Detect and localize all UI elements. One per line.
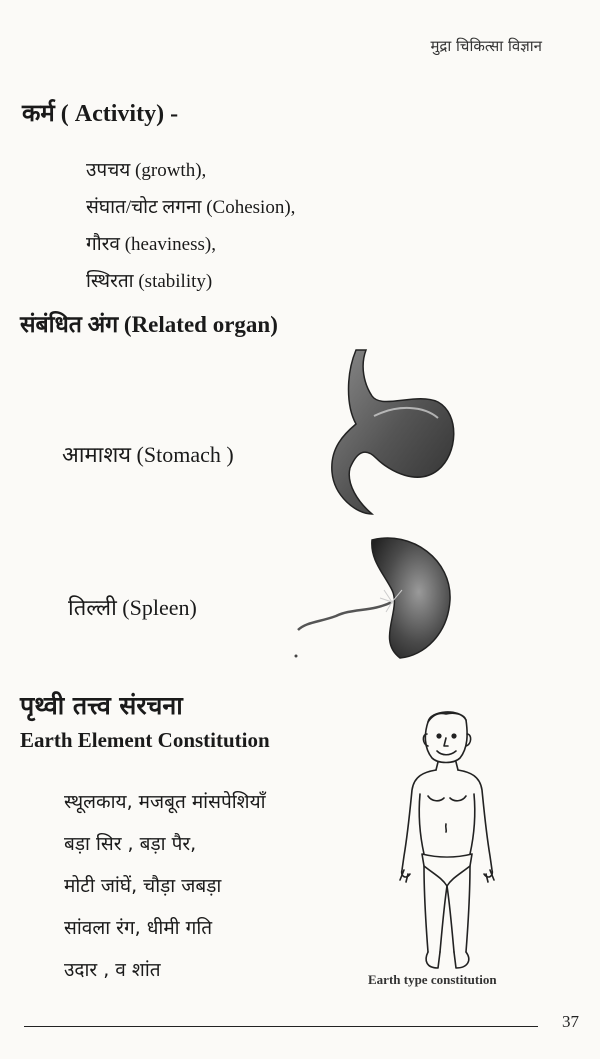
spleen-label: तिल्ली (Spleen): [68, 595, 197, 620]
list-item: गौरव (heaviness),: [86, 234, 216, 255]
earth-body-illustration: [394, 706, 498, 974]
list-item: उपचय (growth),: [86, 160, 207, 181]
list-item: स्थूलकाय, मजबूत मांसपेशियाँ: [64, 791, 266, 813]
footer-divider: [24, 1026, 538, 1027]
stomach-label: आमाशय (Stomach ): [62, 442, 234, 467]
earth-traits-list: [64, 788, 266, 998]
figure-caption: Earth type constitution: [368, 972, 497, 987]
page-number: 37: [562, 1012, 579, 1031]
spleen-illustration: [292, 530, 458, 664]
earth-constitution-heading-hindi: पृथ्वी तत्त्व संरचना: [20, 691, 183, 720]
stomach-illustration: [326, 344, 460, 524]
activity-list: [86, 158, 295, 306]
list-item: मोटी जांघें, चौड़ा जबड़ा: [64, 875, 222, 897]
list-item: सांवला रंग, धीमी गति: [64, 917, 213, 939]
list-item: उदार , व शांत: [64, 959, 161, 981]
related-organ-heading: संबंधित अंग (Related organ): [20, 312, 278, 337]
list-item: स्थिरता (stability): [86, 271, 213, 292]
earth-constitution-heading-english: Earth Element Constitution: [20, 728, 270, 752]
list-item: बड़ा सिर , बड़ा पैर,: [64, 833, 197, 855]
activity-heading: कर्म ( Activity) -: [22, 101, 179, 127]
list-item: संघात/चोट लगना (Cohesion),: [86, 197, 296, 218]
running-header: मुद्रा चिकित्सा विज्ञान: [430, 37, 542, 55]
